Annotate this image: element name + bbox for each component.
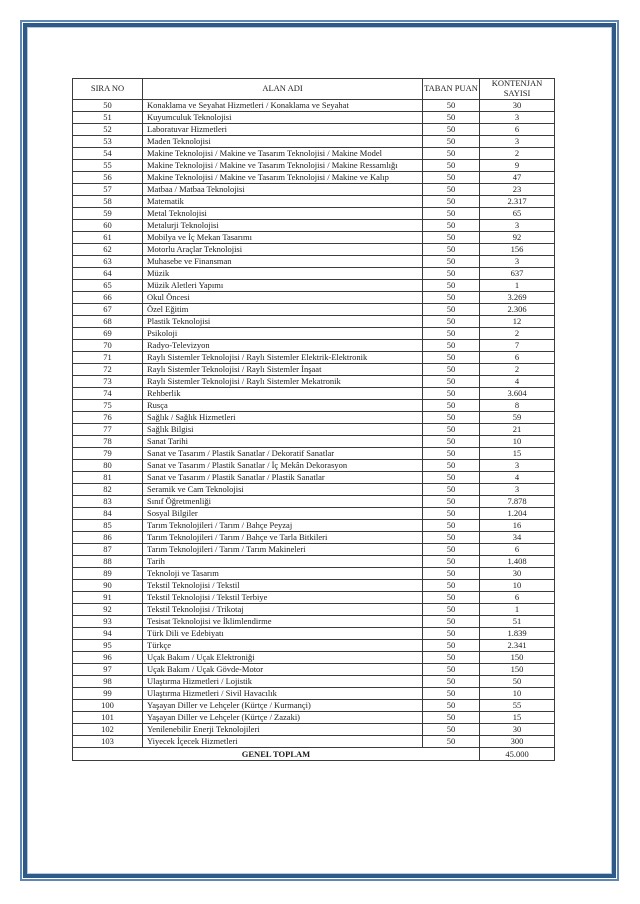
cell-alan-adi: Müzik [143, 268, 423, 280]
cell-sira-no: 63 [73, 256, 143, 268]
cell-kontenjan: 10 [480, 688, 555, 700]
cell-taban-puan: 50 [423, 364, 480, 376]
cell-kontenjan: 30 [480, 100, 555, 112]
table-row [73, 436, 555, 448]
cell-alan-adi: Tekstil Teknolojisi / Tekstil [143, 580, 423, 592]
cell-alan-adi: Tekstil Teknolojisi / Trikotaj [143, 604, 423, 616]
quota-table [72, 78, 555, 761]
table-row [73, 424, 555, 436]
table-row [73, 448, 555, 460]
table-row [73, 400, 555, 412]
cell-kontenjan: 16 [480, 520, 555, 532]
cell-alan-adi: Makine Teknolojisi / Makine ve Tasarım Teknolojisi / Makine Model [143, 148, 423, 160]
cell-alan-adi: Okul Öncesi [143, 292, 423, 304]
cell-taban-puan: 50 [423, 568, 480, 580]
cell-taban-puan: 50 [423, 508, 480, 520]
table-row [73, 292, 555, 304]
cell-kontenjan: 30 [480, 724, 555, 736]
table-row [73, 544, 555, 556]
cell-taban-puan: 50 [423, 424, 480, 436]
cell-kontenjan: 10 [480, 436, 555, 448]
cell-taban-puan: 50 [423, 304, 480, 316]
cell-kontenjan: 6 [480, 544, 555, 556]
cell-taban-puan: 50 [423, 676, 480, 688]
table-footer-row [73, 748, 555, 761]
cell-kontenjan: 23 [480, 184, 555, 196]
cell-sira-no: 51 [73, 112, 143, 124]
cell-alan-adi: Radyo-Televizyon [143, 340, 423, 352]
cell-kontenjan: 1.408 [480, 556, 555, 568]
cell-taban-puan: 50 [423, 352, 480, 364]
cell-sira-no: 103 [73, 736, 143, 748]
cell-taban-puan: 50 [423, 724, 480, 736]
cell-sira-no: 88 [73, 556, 143, 568]
cell-taban-puan: 50 [423, 292, 480, 304]
cell-kontenjan: 2.341 [480, 640, 555, 652]
cell-kontenjan: 8 [480, 400, 555, 412]
cell-sira-no: 102 [73, 724, 143, 736]
table-row [73, 184, 555, 196]
cell-taban-puan: 50 [423, 664, 480, 676]
cell-sira-no: 92 [73, 604, 143, 616]
cell-kontenjan: 12 [480, 316, 555, 328]
genel-toplam-label: GENEL TOPLAM [73, 748, 480, 761]
cell-alan-adi: Kuyumculuk Teknolojisi [143, 112, 423, 124]
cell-alan-adi: Mobilya ve İç Mekan Tasarımı [143, 232, 423, 244]
cell-alan-adi: Uçak Bakım / Uçak Gövde-Motor [143, 664, 423, 676]
table-row [73, 664, 555, 676]
cell-alan-adi: Rehberlik [143, 388, 423, 400]
cell-kontenjan: 3 [480, 112, 555, 124]
table-row [73, 676, 555, 688]
cell-alan-adi: Ulaştırma Hizmetleri / Lojistik [143, 676, 423, 688]
cell-kontenjan: 7.878 [480, 496, 555, 508]
table-row [73, 340, 555, 352]
cell-sira-no: 83 [73, 496, 143, 508]
cell-sira-no: 99 [73, 688, 143, 700]
cell-taban-puan: 50 [423, 100, 480, 112]
cell-taban-puan: 50 [423, 700, 480, 712]
cell-sira-no: 100 [73, 700, 143, 712]
cell-alan-adi: Tarih [143, 556, 423, 568]
cell-taban-puan: 50 [423, 280, 480, 292]
cell-taban-puan: 50 [423, 592, 480, 604]
cell-sira-no: 70 [73, 340, 143, 352]
table-row [73, 376, 555, 388]
table-row [73, 484, 555, 496]
cell-sira-no: 97 [73, 664, 143, 676]
cell-alan-adi: Makine Teknolojisi / Makine ve Tasarım Teknolojisi / Makine ve Kalıp [143, 172, 423, 184]
table-row [73, 580, 555, 592]
cell-sira-no: 79 [73, 448, 143, 460]
table-row [73, 220, 555, 232]
cell-taban-puan: 50 [423, 268, 480, 280]
cell-sira-no: 101 [73, 712, 143, 724]
cell-alan-adi: Matematik [143, 196, 423, 208]
cell-kontenjan: 1.839 [480, 628, 555, 640]
header-kontenjan-sayisi: KONTENJAN SAYISI [480, 79, 555, 100]
table-row [73, 652, 555, 664]
table-row [73, 268, 555, 280]
cell-taban-puan: 50 [423, 484, 480, 496]
cell-taban-puan: 50 [423, 736, 480, 748]
table-row [73, 112, 555, 124]
cell-sira-no: 50 [73, 100, 143, 112]
cell-taban-puan: 50 [423, 688, 480, 700]
cell-kontenjan: 92 [480, 232, 555, 244]
table-row [73, 496, 555, 508]
cell-sira-no: 62 [73, 244, 143, 256]
cell-taban-puan: 50 [423, 184, 480, 196]
cell-kontenjan: 9 [480, 160, 555, 172]
cell-kontenjan: 50 [480, 676, 555, 688]
cell-taban-puan: 50 [423, 256, 480, 268]
cell-alan-adi: Yiyecek İçecek Hizmetleri [143, 736, 423, 748]
header-alan-adi: ALAN ADI [143, 79, 423, 100]
cell-sira-no: 56 [73, 172, 143, 184]
cell-kontenjan: 21 [480, 424, 555, 436]
table-row [73, 724, 555, 736]
cell-taban-puan: 50 [423, 328, 480, 340]
table-row [73, 508, 555, 520]
cell-taban-puan: 50 [423, 316, 480, 328]
header-taban-puan: TABAN PUAN [423, 79, 480, 100]
cell-alan-adi: Raylı Sistemler Teknolojisi / Raylı Sistemler Elektrik-Elektronik [143, 352, 423, 364]
cell-alan-adi: Tarım Teknolojileri / Tarım / Bahçe ve Tarla Bitkileri [143, 532, 423, 544]
cell-alan-adi: Plastik Teknolojisi [143, 316, 423, 328]
table-row [73, 232, 555, 244]
table-row [73, 124, 555, 136]
cell-alan-adi: Tekstil Teknolojisi / Tekstil Terbiye [143, 592, 423, 604]
cell-sira-no: 89 [73, 568, 143, 580]
cell-alan-adi: Rusça [143, 400, 423, 412]
cell-kontenjan: 2 [480, 328, 555, 340]
cell-sira-no: 64 [73, 268, 143, 280]
cell-sira-no: 93 [73, 616, 143, 628]
cell-kontenjan: 150 [480, 664, 555, 676]
cell-kontenjan: 3 [480, 256, 555, 268]
cell-alan-adi: Metalurji Teknolojisi [143, 220, 423, 232]
cell-taban-puan: 50 [423, 136, 480, 148]
table-row [73, 160, 555, 172]
cell-sira-no: 75 [73, 400, 143, 412]
cell-alan-adi: Konaklama ve Seyahat Hizmetleri / Konaklama ve Seyahat [143, 100, 423, 112]
table-row [73, 532, 555, 544]
table-row [73, 736, 555, 748]
cell-sira-no: 66 [73, 292, 143, 304]
cell-sira-no: 94 [73, 628, 143, 640]
cell-alan-adi: Sosyal Bilgiler [143, 508, 423, 520]
cell-sira-no: 52 [73, 124, 143, 136]
cell-kontenjan: 3.269 [480, 292, 555, 304]
cell-kontenjan: 3 [480, 460, 555, 472]
table-row [73, 256, 555, 268]
cell-sira-no: 76 [73, 412, 143, 424]
cell-kontenjan: 2.317 [480, 196, 555, 208]
cell-sira-no: 87 [73, 544, 143, 556]
table-row [73, 388, 555, 400]
cell-taban-puan: 50 [423, 496, 480, 508]
cell-kontenjan: 30 [480, 568, 555, 580]
cell-alan-adi: Yaşayan Diller ve Lehçeler (Kürtçe / Kurmançi) [143, 700, 423, 712]
cell-kontenjan: 6 [480, 592, 555, 604]
table-row [73, 316, 555, 328]
table-row [73, 244, 555, 256]
cell-alan-adi: Müzik Aletleri Yapımı [143, 280, 423, 292]
cell-alan-adi: Yenilenebilir Enerji Teknolojileri [143, 724, 423, 736]
cell-alan-adi: Sağlık / Sağlık Hizmetleri [143, 412, 423, 424]
cell-alan-adi: Uçak Bakım / Uçak Elektroniği [143, 652, 423, 664]
cell-sira-no: 77 [73, 424, 143, 436]
cell-alan-adi: Muhasebe ve Finansman [143, 256, 423, 268]
cell-kontenjan: 150 [480, 652, 555, 664]
cell-taban-puan: 50 [423, 232, 480, 244]
table-row [73, 640, 555, 652]
table-row [73, 412, 555, 424]
cell-kontenjan: 637 [480, 268, 555, 280]
cell-taban-puan: 50 [423, 196, 480, 208]
cell-alan-adi: Raylı Sistemler Teknolojisi / Raylı Sistemler İnşaat [143, 364, 423, 376]
cell-sira-no: 81 [73, 472, 143, 484]
cell-sira-no: 90 [73, 580, 143, 592]
cell-alan-adi: Türkçe [143, 640, 423, 652]
cell-kontenjan: 2 [480, 364, 555, 376]
cell-kontenjan: 300 [480, 736, 555, 748]
cell-taban-puan: 50 [423, 532, 480, 544]
cell-alan-adi: Özel Eğitim [143, 304, 423, 316]
cell-taban-puan: 50 [423, 388, 480, 400]
cell-taban-puan: 50 [423, 448, 480, 460]
cell-taban-puan: 50 [423, 544, 480, 556]
cell-sira-no: 71 [73, 352, 143, 364]
cell-kontenjan: 1 [480, 604, 555, 616]
cell-kontenjan: 1.204 [480, 508, 555, 520]
cell-kontenjan: 10 [480, 580, 555, 592]
table-row [73, 208, 555, 220]
cell-alan-adi: Raylı Sistemler Teknolojisi / Raylı Sistemler Mekatronik [143, 376, 423, 388]
cell-sira-no: 78 [73, 436, 143, 448]
cell-alan-adi: Matbaa / Matbaa Teknolojisi [143, 184, 423, 196]
table-row [73, 100, 555, 112]
table-row [73, 460, 555, 472]
cell-sira-no: 74 [73, 388, 143, 400]
table-row [73, 604, 555, 616]
cell-sira-no: 85 [73, 520, 143, 532]
cell-taban-puan: 50 [423, 160, 480, 172]
cell-kontenjan: 4 [480, 472, 555, 484]
cell-sira-no: 55 [73, 160, 143, 172]
cell-sira-no: 69 [73, 328, 143, 340]
cell-kontenjan: 3 [480, 136, 555, 148]
genel-toplam-value: 45.000 [480, 748, 555, 761]
cell-sira-no: 53 [73, 136, 143, 148]
cell-kontenjan: 65 [480, 208, 555, 220]
cell-sira-no: 96 [73, 652, 143, 664]
cell-kontenjan: 59 [480, 412, 555, 424]
cell-sira-no: 91 [73, 592, 143, 604]
cell-kontenjan: 2.306 [480, 304, 555, 316]
cell-alan-adi: Tesisat Teknolojisi ve İklimlendirme [143, 616, 423, 628]
cell-sira-no: 98 [73, 676, 143, 688]
table-row [73, 304, 555, 316]
cell-alan-adi: Seramik ve Cam Teknolojisi [143, 484, 423, 496]
cell-kontenjan: 3 [480, 220, 555, 232]
table-row [73, 280, 555, 292]
cell-kontenjan: 2 [480, 148, 555, 160]
cell-sira-no: 67 [73, 304, 143, 316]
cell-kontenjan: 6 [480, 352, 555, 364]
cell-alan-adi: Sanat ve Tasarım / Plastik Sanatlar / Dekoratif Sanatlar [143, 448, 423, 460]
cell-alan-adi: Motorlu Araçlar Teknolojisi [143, 244, 423, 256]
cell-kontenjan: 15 [480, 448, 555, 460]
cell-sira-no: 61 [73, 232, 143, 244]
cell-taban-puan: 50 [423, 400, 480, 412]
table-row [73, 556, 555, 568]
table-row [73, 592, 555, 604]
cell-alan-adi: Tarım Teknolojileri / Tarım / Tarım Makineleri [143, 544, 423, 556]
cell-taban-puan: 50 [423, 340, 480, 352]
cell-alan-adi: Türk Dili ve Edebiyatı [143, 628, 423, 640]
cell-alan-adi: Metal Teknolojisi [143, 208, 423, 220]
cell-kontenjan: 4 [480, 376, 555, 388]
cell-alan-adi: Maden Teknolojisi [143, 136, 423, 148]
cell-taban-puan: 50 [423, 652, 480, 664]
cell-alan-adi: Ulaştırma Hizmetleri / Sivil Havacılık [143, 688, 423, 700]
table-row [73, 568, 555, 580]
table-row [73, 712, 555, 724]
cell-taban-puan: 50 [423, 148, 480, 160]
cell-taban-puan: 50 [423, 520, 480, 532]
cell-alan-adi: Makine Teknolojisi / Makine ve Tasarım Teknolojisi / Makine Ressamlığı [143, 160, 423, 172]
cell-taban-puan: 50 [423, 172, 480, 184]
cell-alan-adi: Sınıf Öğretmenliği [143, 496, 423, 508]
cell-taban-puan: 50 [423, 124, 480, 136]
header-sira-no: SIRA NO [73, 79, 143, 100]
cell-taban-puan: 50 [423, 376, 480, 388]
cell-taban-puan: 50 [423, 436, 480, 448]
table-row [73, 352, 555, 364]
table-row [73, 628, 555, 640]
cell-taban-puan: 50 [423, 712, 480, 724]
cell-alan-adi: Sağlık Bilgisi [143, 424, 423, 436]
cell-alan-adi: Laboratuvar Hizmetleri [143, 124, 423, 136]
cell-sira-no: 54 [73, 148, 143, 160]
table-row [73, 688, 555, 700]
table-row [73, 196, 555, 208]
cell-sira-no: 82 [73, 484, 143, 496]
table-row [73, 700, 555, 712]
cell-taban-puan: 50 [423, 616, 480, 628]
cell-taban-puan: 50 [423, 640, 480, 652]
cell-alan-adi: Yaşayan Diller ve Lehçeler (Kürtçe / Zazaki) [143, 712, 423, 724]
cell-kontenjan: 7 [480, 340, 555, 352]
table-row [73, 148, 555, 160]
cell-alan-adi: Teknoloji ve Tasarım [143, 568, 423, 580]
cell-taban-puan: 50 [423, 604, 480, 616]
cell-sira-no: 80 [73, 460, 143, 472]
cell-kontenjan: 34 [480, 532, 555, 544]
cell-sira-no: 65 [73, 280, 143, 292]
cell-taban-puan: 50 [423, 208, 480, 220]
cell-alan-adi: Sanat ve Tasarım / Plastik Sanatlar / Plastik Sanatlar [143, 472, 423, 484]
cell-taban-puan: 50 [423, 580, 480, 592]
cell-sira-no: 58 [73, 196, 143, 208]
table-row [73, 172, 555, 184]
cell-alan-adi: Sanat ve Tasarım / Plastik Sanatlar / İç Mekân Dekorasyon [143, 460, 423, 472]
cell-sira-no: 68 [73, 316, 143, 328]
cell-taban-puan: 50 [423, 556, 480, 568]
cell-taban-puan: 50 [423, 244, 480, 256]
cell-sira-no: 73 [73, 376, 143, 388]
table-body [73, 100, 555, 748]
cell-sira-no: 95 [73, 640, 143, 652]
cell-sira-no: 60 [73, 220, 143, 232]
table-row [73, 328, 555, 340]
table-row [73, 136, 555, 148]
cell-taban-puan: 50 [423, 112, 480, 124]
table-row [73, 472, 555, 484]
cell-kontenjan: 3 [480, 484, 555, 496]
table-header-row [73, 79, 555, 100]
cell-kontenjan: 6 [480, 124, 555, 136]
cell-kontenjan: 15 [480, 712, 555, 724]
cell-sira-no: 72 [73, 364, 143, 376]
cell-sira-no: 84 [73, 508, 143, 520]
cell-taban-puan: 50 [423, 460, 480, 472]
table-row [73, 520, 555, 532]
cell-taban-puan: 50 [423, 628, 480, 640]
cell-alan-adi: Tarım Teknolojileri / Tarım / Bahçe Peyzaj [143, 520, 423, 532]
cell-alan-adi: Sanat Tarihi [143, 436, 423, 448]
cell-sira-no: 86 [73, 532, 143, 544]
cell-kontenjan: 3.604 [480, 388, 555, 400]
cell-sira-no: 59 [73, 208, 143, 220]
cell-taban-puan: 50 [423, 220, 480, 232]
cell-kontenjan: 51 [480, 616, 555, 628]
cell-sira-no: 57 [73, 184, 143, 196]
cell-taban-puan: 50 [423, 412, 480, 424]
cell-kontenjan: 47 [480, 172, 555, 184]
cell-taban-puan: 50 [423, 472, 480, 484]
cell-kontenjan: 55 [480, 700, 555, 712]
cell-kontenjan: 156 [480, 244, 555, 256]
cell-kontenjan: 1 [480, 280, 555, 292]
cell-alan-adi: Psikoloji [143, 328, 423, 340]
table-row [73, 364, 555, 376]
table-row [73, 616, 555, 628]
